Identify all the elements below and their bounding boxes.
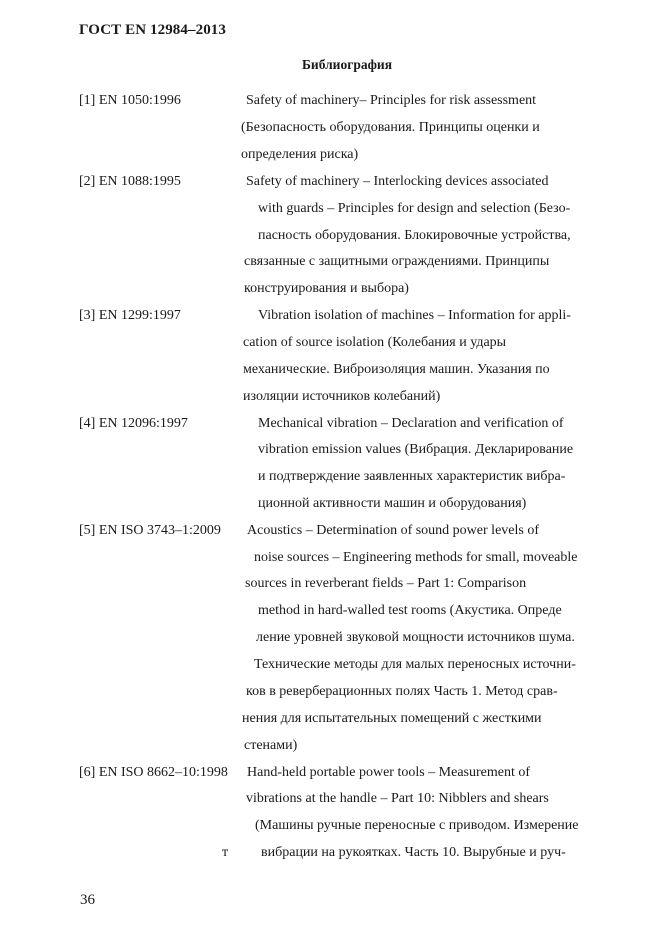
entry-text-line: ционной активности машин и оборудования) xyxy=(258,496,527,511)
entry-text-line: Mechanical vibration – Declaration and verification of xyxy=(258,416,564,431)
entry-text-line: Safety of machinery – Interlocking devices associated xyxy=(246,174,549,189)
stray-character: т xyxy=(222,845,229,860)
entry-text-line: стенами) xyxy=(244,738,298,753)
bibliography-ref: [6] EN ISO 8662–10:1998 xyxy=(79,765,228,780)
bibliography-ref: [1] EN 1050:1996 xyxy=(79,93,181,108)
entry-text-line: конструирования и выбора) xyxy=(244,281,409,296)
document-header: ГОСТ EN 12984–2013 xyxy=(79,22,226,38)
entry-text-line: и подтверждение заявленных характеристик вибра- xyxy=(258,469,566,484)
entry-text-line: sources in reverberant fields – Part 1: Comparison xyxy=(245,576,527,591)
entry-text-line: vibration emission values (Вибрация. Декларирование xyxy=(258,442,574,457)
bibliography-ref: [2] EN 1088:1995 xyxy=(79,174,181,189)
entry-text-line: механические. Виброизоляция машин. Указания по xyxy=(243,362,550,377)
entry-text-line: ков в реверберационных полях Часть 1. Метод срав- xyxy=(246,684,558,699)
entry-text-line: with guards – Principles for design and selection (Безо- xyxy=(258,201,571,216)
entry-text-line: Vibration isolation of machines – Information for appli- xyxy=(258,308,571,323)
entry-text-line: Технические методы для малых переносных источни- xyxy=(254,657,576,672)
entry-text-line: method in hard-walled test rooms (Акустика. Опреде xyxy=(258,603,562,618)
entry-text-line: noise sources – Engineering methods for small, moveable xyxy=(254,550,578,565)
entry-text-line: (Машины ручные переносные с приводом. Измерение xyxy=(255,818,579,833)
section-title: Библиография xyxy=(301,57,393,72)
entry-text-line: cation of source isolation (Колебания и удары xyxy=(243,335,507,350)
entry-text-line: связанные с защитными ограждениями. Принципы xyxy=(244,254,550,269)
entry-text-line: нения для испытательных помещений с жесткими xyxy=(242,711,542,726)
entry-text-line: (Безопасность оборудования. Принципы оценки и xyxy=(241,120,540,135)
bibliography-ref: [4] EN 12096:1997 xyxy=(79,416,188,431)
entry-text-line: vibrations at the handle – Part 10: Nibblers and shears xyxy=(246,791,549,806)
bibliography-ref: [5] EN ISO 3743–1:2009 xyxy=(79,523,221,538)
entry-text-line: определения риска) xyxy=(241,147,359,162)
entry-text-line: изоляции источников колебаний) xyxy=(243,389,441,404)
entry-text-line: ление уровней звуковой мощности источников шума. xyxy=(256,630,575,645)
page-number: 36 xyxy=(80,892,95,908)
entry-text-line: Hand-held portable power tools – Measurement of xyxy=(247,765,531,780)
entry-text-line: пасность оборудования. Блокировочные устройства, xyxy=(258,228,571,243)
entry-text-line: Safety of machinery– Principles for risk assessment xyxy=(246,93,537,108)
entry-text-line: Acoustics – Determination of sound power levels of xyxy=(247,523,539,538)
entry-text-line: вибрации на рукоятках. Часть 10. Вырубные и руч- xyxy=(261,845,566,860)
bibliography-ref: [3] EN 1299:1997 xyxy=(79,308,181,323)
